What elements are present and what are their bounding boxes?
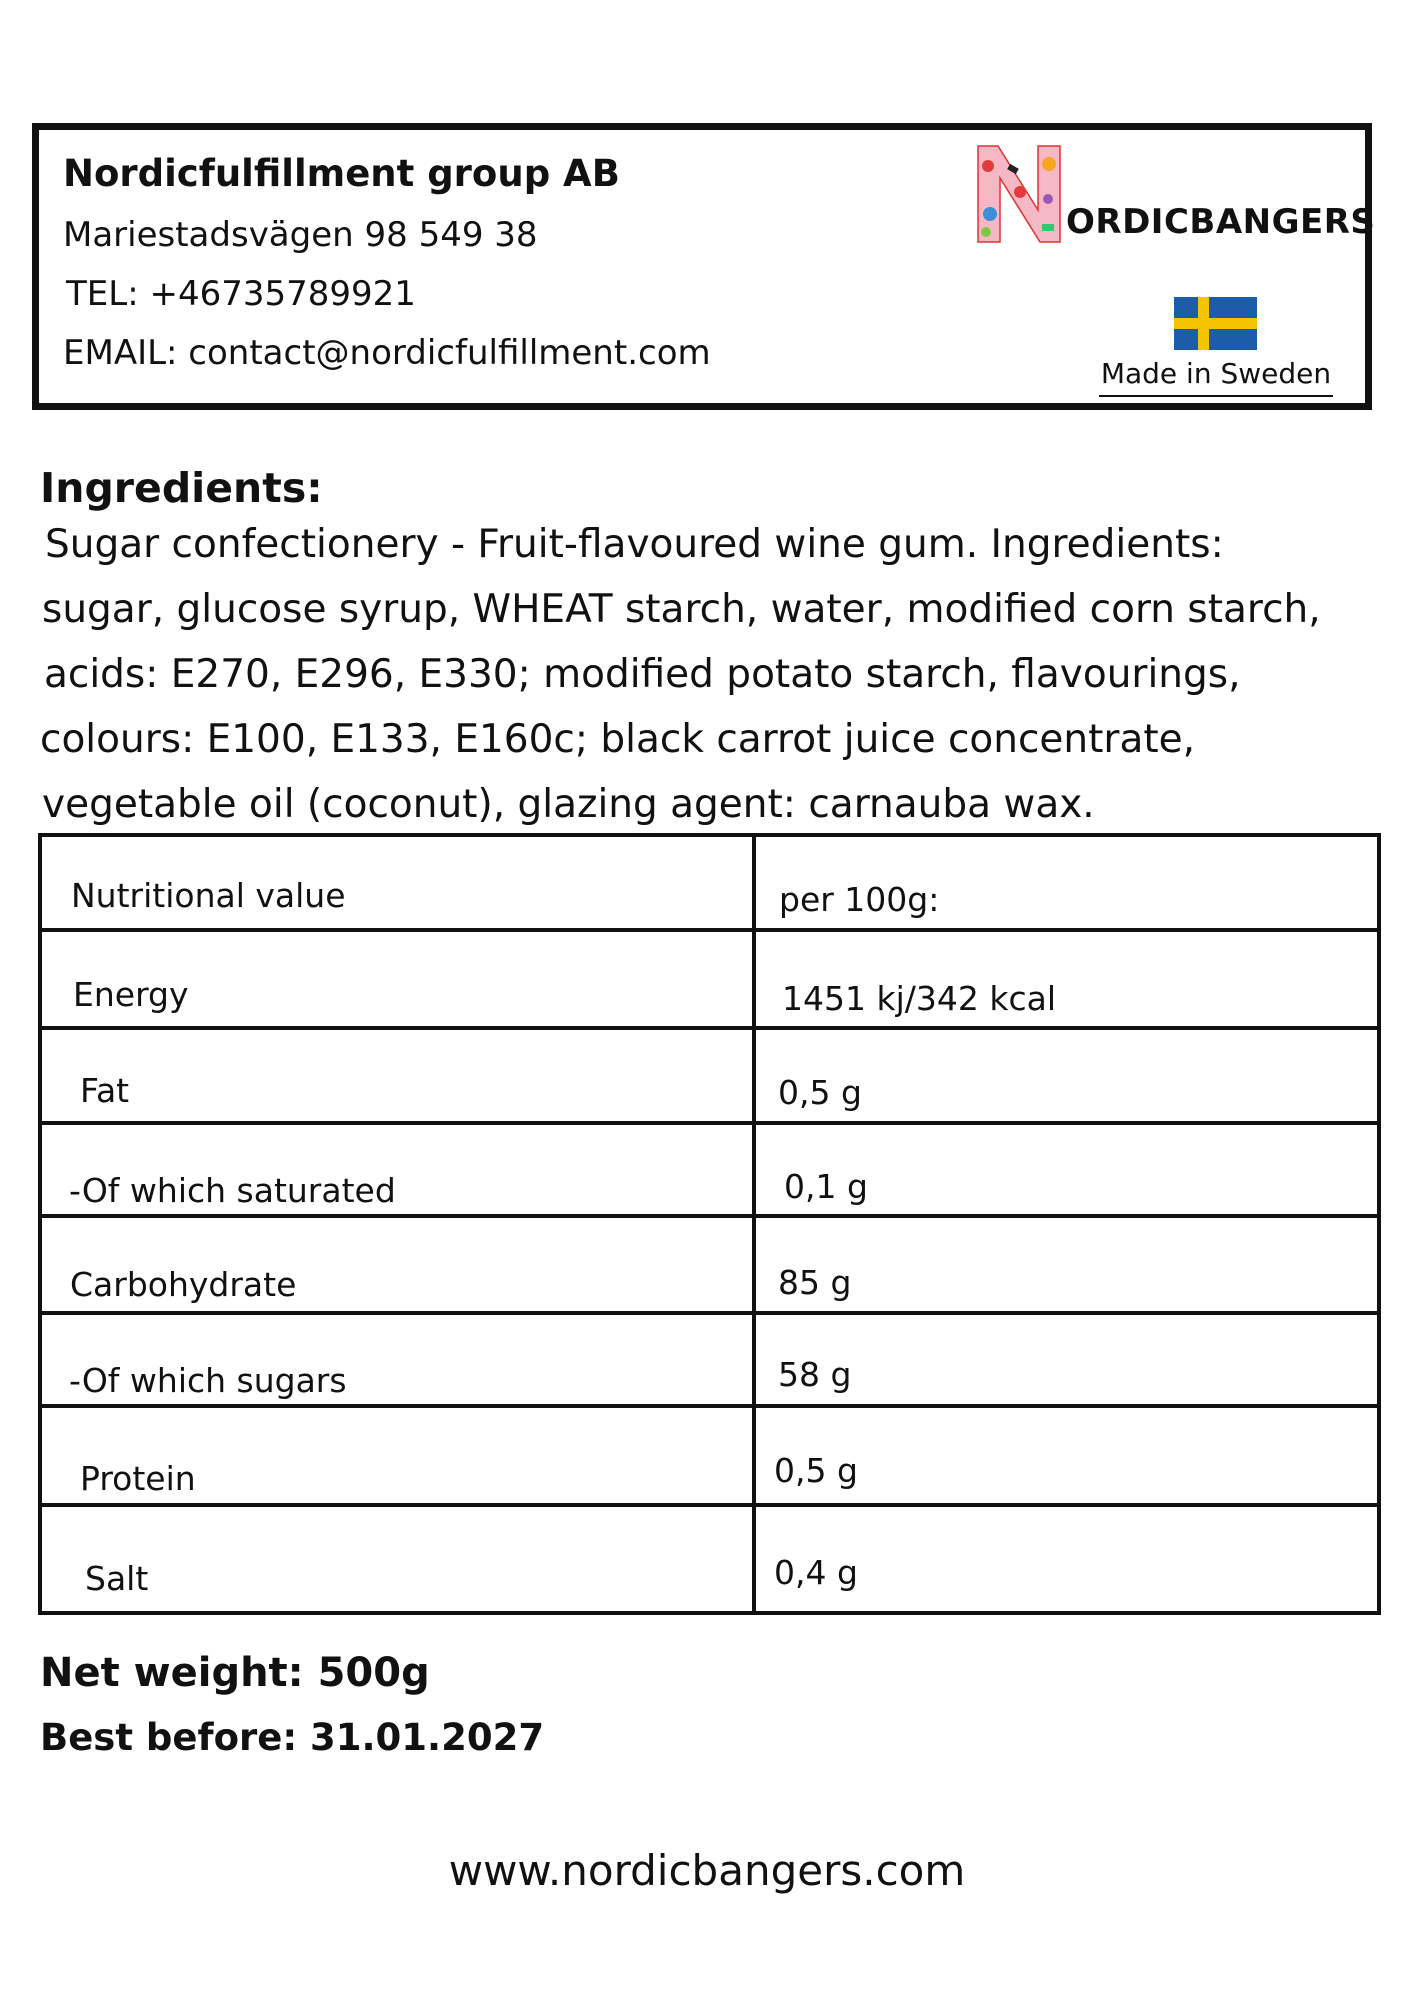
- ingredients-line: acids: E270, E296, E330; modified potato starch, flavourings,: [44, 652, 1241, 697]
- ingredients-line: sugar, glucose syrup, WHEAT starch, water, modified corn starch,: [42, 587, 1321, 632]
- logo-wordmark: ORDICBANGERS: [1066, 202, 1376, 242]
- ingredients-heading: Ingredients:: [40, 464, 323, 512]
- nordicbangers-logo: [976, 144, 1376, 244]
- nutrient-name: Energy: [73, 975, 189, 1014]
- nutrient-name: Fat: [80, 1071, 130, 1110]
- nutrient-name: -Of which sugars: [69, 1361, 347, 1400]
- table-divider: [38, 1311, 1381, 1315]
- company-email: EMAIL: contact@nordicfulfillment.com: [63, 333, 711, 373]
- company-address: Mariestadsvägen 98 549 38: [63, 215, 538, 255]
- nutrient-name: Salt: [85, 1559, 149, 1598]
- made-in-sweden-label: Made in Sweden: [1100, 357, 1332, 390]
- table-column-divider: [752, 833, 756, 1615]
- net-weight: Net weight: 500g: [40, 1650, 430, 1696]
- table-divider: [38, 1121, 1381, 1125]
- table-divider: [38, 1214, 1381, 1218]
- nutrient-name: -Of which saturated: [69, 1171, 396, 1210]
- nutrient-name: Protein: [80, 1459, 196, 1498]
- nutrient-value: 58 g: [778, 1355, 852, 1394]
- nutrient-value: 1451 kj/342 kcal: [782, 979, 1056, 1018]
- made-in-underline: [1099, 395, 1333, 397]
- nutrient-value: 85 g: [778, 1263, 852, 1302]
- website-url: www.nordicbangers.com: [448, 1846, 966, 1895]
- best-before-date: Best before: 31.01.2027: [40, 1716, 545, 1759]
- nutrient-value: 0,5 g: [778, 1073, 862, 1112]
- table-divider: [38, 1404, 1381, 1408]
- table-border: [38, 1611, 1381, 1615]
- table-divider: [38, 1503, 1381, 1507]
- nutrition-header-value: per 100g:: [779, 880, 940, 919]
- company-name: Nordicfulfillment group AB: [63, 152, 620, 195]
- logo-initial-n-icon: [976, 144, 1062, 244]
- table-divider: [38, 928, 1381, 932]
- table-border: [38, 833, 1381, 837]
- table-border: [1377, 833, 1381, 1615]
- nutrient-value: 0,5 g: [774, 1451, 858, 1490]
- nutrition-header-label: Nutritional value: [71, 876, 346, 915]
- nutrient-value: 0,1 g: [784, 1167, 868, 1206]
- ingredients-line: colours: E100, E133, E160c; black carrot juice concentrate,: [40, 717, 1196, 762]
- nutrient-name: Carbohydrate: [70, 1265, 297, 1304]
- sweden-flag-icon: [1174, 297, 1257, 350]
- company-phone: TEL: +46735789921: [66, 274, 416, 314]
- nutrition-table: [38, 833, 1381, 1615]
- table-border: [38, 833, 42, 1615]
- ingredients-line: Sugar confectionery - Fruit-flavoured wine gum. Ingredients:: [45, 522, 1224, 567]
- ingredients-line: vegetable oil (coconut), glazing agent: carnauba wax.: [42, 782, 1095, 827]
- nutrient-value: 0,4 g: [774, 1553, 858, 1592]
- table-divider: [38, 1026, 1381, 1030]
